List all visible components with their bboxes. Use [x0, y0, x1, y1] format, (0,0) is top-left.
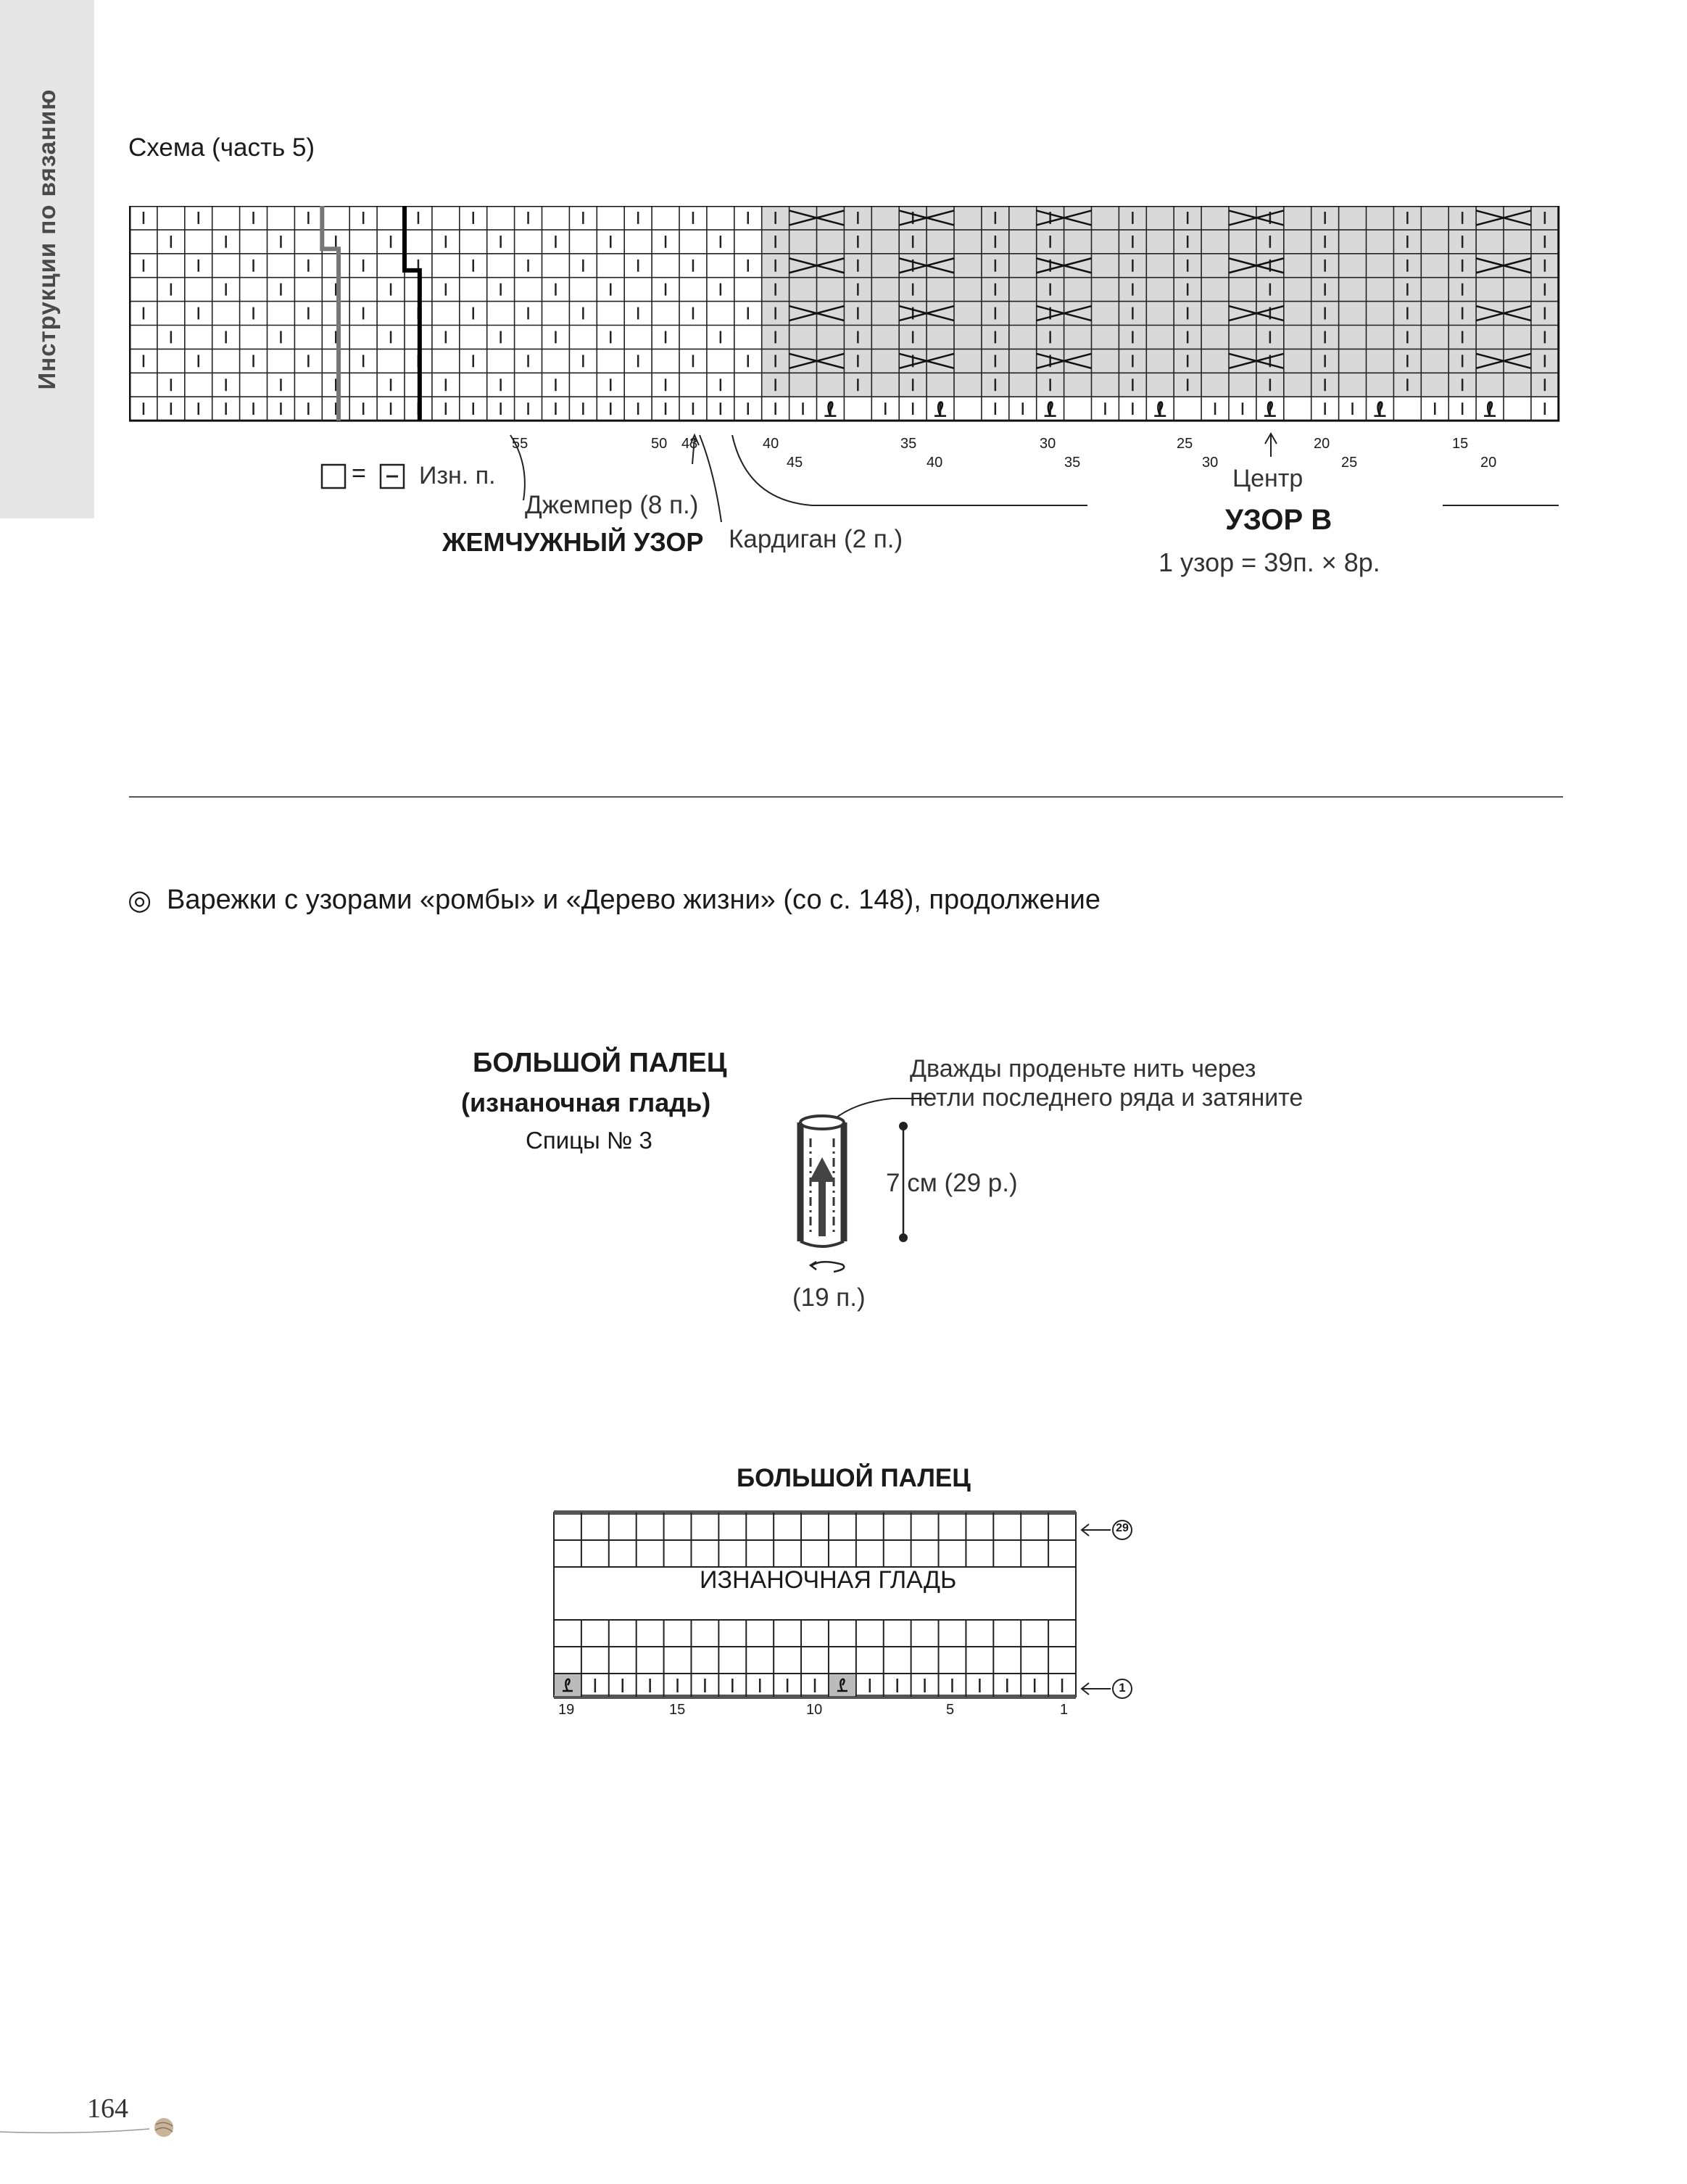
chart5-axis-top-label: 25	[1177, 436, 1193, 452]
section-bullet-icon: ◎	[128, 885, 152, 916]
chart5-axis-bottom-label: 45	[787, 455, 803, 471]
chart5-axis-top-label: 30	[1040, 436, 1056, 452]
chart5-title: Схема (часть 5)	[128, 133, 315, 162]
pearl-pattern-label: ЖЕМЧУЖНЫЙ УЗОР	[442, 527, 704, 557]
thumb-instruction-1: Дважды проденьте нить через	[910, 1055, 1256, 1083]
chart5-axis-top-label: 55	[512, 436, 529, 452]
chart5-axis-top-label: 43	[681, 436, 698, 452]
thumb-chart-middle-label: ИЗНАНОЧНАЯ ГЛАДЬ	[700, 1566, 957, 1594]
chart5-axis-top-label: 35	[900, 436, 917, 452]
repeat-label: 1 узор = 39п. × 8р.	[1158, 547, 1380, 577]
page-number: 164	[87, 2093, 128, 2124]
chart5-axis-top-label: 20	[1314, 436, 1330, 452]
pattern-b-label: УЗОР B	[1225, 504, 1332, 536]
row-1-label: 1	[1119, 1681, 1126, 1695]
section-divider	[129, 796, 1563, 798]
legend-equals: =	[352, 460, 366, 487]
thumb-chart-axis-label: 10	[806, 1702, 823, 1718]
thumb-instruction-2: петли последнего ряда и затяните	[910, 1084, 1303, 1112]
side-tab-label: Инструкции по вязанию	[33, 88, 60, 390]
chart5-annotations	[0, 0, 1687, 580]
chart5-axis-top-label: 50	[651, 436, 668, 452]
thumb-height: 7 см (29 р.)	[886, 1169, 1018, 1197]
jumper-label: Джемпер (8 п.)	[525, 491, 699, 519]
thumb-title: БОЛЬШОЙ ПАЛЕЦ	[473, 1048, 727, 1078]
thumb-chart-axis-label: 5	[946, 1702, 955, 1718]
thumb-needles: Спицы № 3	[526, 1127, 652, 1154]
chart5-axis-bottom-label: 25	[1341, 455, 1358, 471]
row-29-label: 29	[1116, 1522, 1129, 1534]
cardigan-label: Кардиган (2 п.)	[729, 525, 903, 553]
thumb-stitches: (19 п.)	[792, 1283, 866, 1312]
thumb-height-indicator	[896, 1120, 911, 1244]
thumb-chart-axis-label: 1	[1060, 1702, 1069, 1718]
chart5-axis-bottom-label: 30	[1202, 455, 1219, 471]
legend-purl-label: Изн. п.	[419, 462, 496, 489]
chart5-axis-bottom-label: 20	[1480, 455, 1497, 471]
chart5-axis-top-label: 15	[1452, 436, 1469, 452]
chart5-axis-bottom-label: 40	[927, 455, 943, 471]
center-label: Центр	[1232, 465, 1303, 492]
chart5-axis-top-label: 40	[763, 436, 779, 452]
thumb-subtitle: (изнаночная гладь)	[461, 1088, 711, 1117]
thumb-chart-axis-label: 15	[669, 1702, 686, 1718]
thumb-chart-grid	[551, 1510, 1087, 1700]
thumb-tube-diagram	[790, 1088, 935, 1280]
yarn-ball-icon	[0, 2103, 188, 2146]
chart5-axis-bottom-label: 35	[1064, 455, 1081, 471]
thumb-chart-axis-label: 19	[558, 1702, 575, 1718]
section-heading: Варежки с узорами «ромбы» и «Дерево жизни» (со с. 148), продолжение	[167, 885, 1101, 915]
thumb-chart-title: БОЛЬШОЙ ПАЛЕЦ	[737, 1464, 971, 1492]
